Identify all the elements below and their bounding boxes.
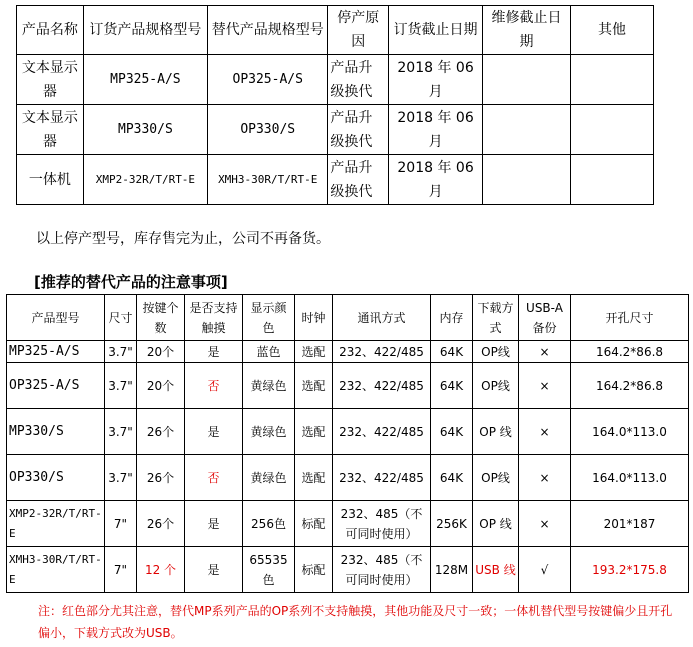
- t2-cell-comm: 232、422/485: [333, 409, 431, 455]
- t1-header-cell: 替代产品规格型号: [208, 6, 328, 55]
- table-row: [7, 547, 689, 593]
- t2-cell-download: OP线: [473, 455, 519, 501]
- table-row: [17, 105, 654, 155]
- t2-cell-size: 7": [105, 501, 137, 547]
- t1-cell-other: [571, 155, 654, 205]
- t2-cell-comm: 232、422/485: [333, 341, 431, 363]
- section-title: [推荐的替代产品的注意事项]: [34, 273, 228, 291]
- t2-header-cell: 下载方式: [473, 295, 519, 341]
- t2-cell-color: 黄绿色: [243, 409, 295, 455]
- t2-cell-model: OP325-A/S: [7, 363, 105, 409]
- t2-cell-memory: 128M: [431, 547, 473, 593]
- t2-header-cell: 显示颜色: [243, 295, 295, 341]
- t2-cell-clock: 选配: [295, 455, 333, 501]
- t2-cell-download: OP 线: [473, 501, 519, 547]
- t2-cell-color: 黄绿色: [243, 363, 295, 409]
- t1-cell-repair-deadline: [483, 55, 571, 105]
- t2-cell-comm: 232、485（不可同时使用）: [333, 547, 431, 593]
- t2-cell-clock: 选配: [295, 363, 333, 409]
- t1-header-cell: 订货产品规格型号: [83, 6, 207, 55]
- t2-cell-keys: 26个: [137, 501, 185, 547]
- table-row: [7, 363, 689, 409]
- t1-header-cell: 产品名称: [17, 6, 84, 55]
- table-row: [7, 341, 689, 363]
- t2-cell-cutout: 164.2*86.8: [571, 341, 689, 363]
- t2-cell-model: OP330/S: [7, 455, 105, 501]
- t2-header-cell: 尺寸: [105, 295, 137, 341]
- t2-cell-keys: 20个: [137, 363, 185, 409]
- t1-cell-reason: 产品升级换代: [328, 55, 389, 105]
- t1-cell-order-model: MP330/S: [83, 105, 207, 155]
- t2-cell-color: 蓝色: [243, 341, 295, 363]
- t2-cell-size: 7": [105, 547, 137, 593]
- t2-cell-download: OP线: [473, 341, 519, 363]
- t1-header-cell: 维修截止日期: [483, 6, 571, 55]
- t1-cell-reason: 产品升级换代: [328, 155, 389, 205]
- t2-cell-cutout: 164.0*113.0: [571, 409, 689, 455]
- discontinued-note: 以上停产型号，库存售完为止，公司不再备货。: [36, 231, 330, 247]
- table1-header-row: [17, 6, 654, 55]
- t2-cell-keys: 20个: [137, 341, 185, 363]
- t2-cell-clock: 选配: [295, 341, 333, 363]
- t2-cell-download: OP线: [473, 363, 519, 409]
- t2-cell-touch: 是: [185, 547, 243, 593]
- t2-cell-touch: 是: [185, 341, 243, 363]
- t2-cell-size: 3.7": [105, 409, 137, 455]
- discontinued-products-table: [16, 5, 654, 205]
- t2-cell-color: 256色: [243, 501, 295, 547]
- t1-header-cell: 订货截止日期: [389, 6, 483, 55]
- t2-header-cell: 产品型号: [7, 295, 105, 341]
- footnote: 注：红色部分尤其注意，替代MP系列产品的OP系列不支持触摸，其他功能及尺寸一致；一体机替代型号按键偏少且开孔偏小，下载方式改为USB。: [38, 604, 673, 640]
- t2-cell-download: USB 线: [473, 547, 519, 593]
- table-row: [7, 501, 689, 547]
- t2-cell-color: 黄绿色: [243, 455, 295, 501]
- t1-cell-order-model: MP325-A/S: [83, 55, 207, 105]
- t2-cell-usb: √: [519, 547, 571, 593]
- t2-cell-download: OP 线: [473, 409, 519, 455]
- t2-cell-comm: 232、422/485: [333, 363, 431, 409]
- t1-cell-other: [571, 55, 654, 105]
- t2-cell-color: 65535色: [243, 547, 295, 593]
- t2-header-cell: 通讯方式: [333, 295, 431, 341]
- t1-cell-product-name: 文本显示器: [17, 55, 84, 105]
- t2-cell-memory: 64K: [431, 363, 473, 409]
- t1-cell-replacement-model: XMH3-30R/T/RT-E: [208, 155, 328, 205]
- t1-cell-repair-deadline: [483, 155, 571, 205]
- t2-cell-usb: ×: [519, 363, 571, 409]
- t2-cell-clock: 标配: [295, 501, 333, 547]
- t2-cell-model: XMH3-30R/T/RT-E: [7, 547, 105, 593]
- t2-cell-touch: 是: [185, 409, 243, 455]
- t1-cell-replacement-model: OP330/S: [208, 105, 328, 155]
- t2-header-cell: 开孔尺寸: [571, 295, 689, 341]
- t2-cell-usb: ×: [519, 409, 571, 455]
- t2-cell-size: 3.7": [105, 363, 137, 409]
- t1-cell-replacement-model: OP325-A/S: [208, 55, 328, 105]
- t2-cell-memory: 256K: [431, 501, 473, 547]
- t2-cell-usb: ×: [519, 501, 571, 547]
- t2-header-cell: 是否支持触摸: [185, 295, 243, 341]
- t2-header-cell: 内存: [431, 295, 473, 341]
- t1-header-cell: 其他: [571, 6, 654, 55]
- replacement-notes-table: [6, 294, 689, 593]
- t2-cell-cutout: 164.0*113.0: [571, 455, 689, 501]
- t2-cell-size: 3.7": [105, 455, 137, 501]
- t1-cell-order-deadline: 2018 年 06 月: [389, 105, 483, 155]
- t2-cell-memory: 64K: [431, 455, 473, 501]
- t2-cell-touch: 否: [185, 363, 243, 409]
- t2-header-cell: 按键个数: [137, 295, 185, 341]
- t2-cell-comm: 232、422/485: [333, 455, 431, 501]
- t1-cell-repair-deadline: [483, 105, 571, 155]
- t2-cell-size: 3.7": [105, 341, 137, 363]
- t2-cell-clock: 选配: [295, 409, 333, 455]
- table-row: [7, 409, 689, 455]
- t2-cell-memory: 64K: [431, 409, 473, 455]
- table-row: [7, 455, 689, 501]
- table-row: [17, 155, 654, 205]
- t2-cell-usb: ×: [519, 341, 571, 363]
- t2-cell-memory: 64K: [431, 341, 473, 363]
- table2-header-row: [7, 295, 689, 341]
- t1-cell-order-model: XMP2-32R/T/RT-E: [83, 155, 207, 205]
- t2-cell-comm: 232、485（不可同时使用）: [333, 501, 431, 547]
- t1-header-cell: 停产原因: [328, 6, 389, 55]
- table-row: [17, 55, 654, 105]
- t1-cell-order-deadline: 2018 年 06 月: [389, 155, 483, 205]
- t2-cell-keys: 26个: [137, 455, 185, 501]
- t1-cell-product-name: 一体机: [17, 155, 84, 205]
- t2-cell-model: MP330/S: [7, 409, 105, 455]
- t2-header-cell: USB-A备份: [519, 295, 571, 341]
- t2-cell-keys: 26个: [137, 409, 185, 455]
- t2-cell-keys: 12 个: [137, 547, 185, 593]
- t2-cell-usb: ×: [519, 455, 571, 501]
- t2-cell-touch: 否: [185, 455, 243, 501]
- t1-cell-reason: 产品升级换代: [328, 105, 389, 155]
- t2-cell-clock: 标配: [295, 547, 333, 593]
- t2-cell-model: MP325-A/S: [7, 341, 105, 363]
- t1-cell-other: [571, 105, 654, 155]
- t1-cell-order-deadline: 2018 年 06 月: [389, 55, 483, 105]
- t2-cell-cutout: 201*187: [571, 501, 689, 547]
- t1-cell-product-name: 文本显示器: [17, 105, 84, 155]
- t2-cell-cutout: 164.2*86.8: [571, 363, 689, 409]
- t2-cell-model: XMP2-32R/T/RT-E: [7, 501, 105, 547]
- t2-cell-cutout: 193.2*175.8: [571, 547, 689, 593]
- t2-header-cell: 时钟: [295, 295, 333, 341]
- t2-cell-touch: 是: [185, 501, 243, 547]
